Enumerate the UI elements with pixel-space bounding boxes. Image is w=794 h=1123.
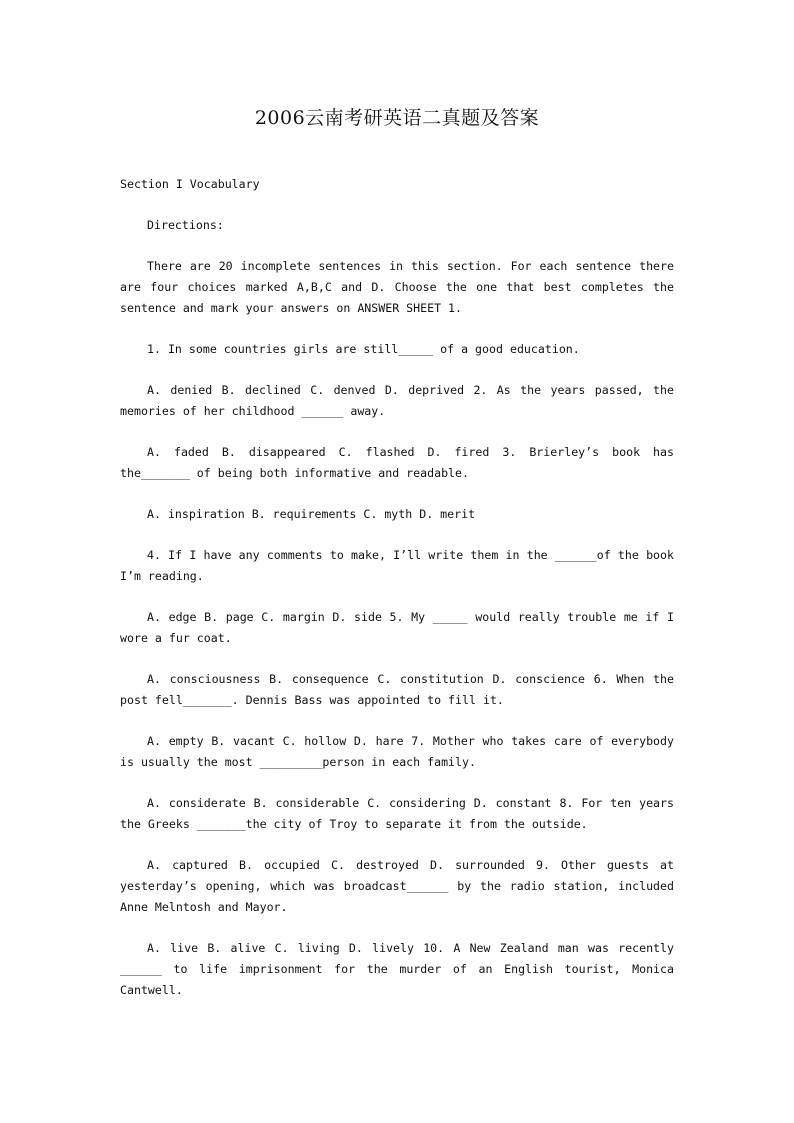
paragraph: A. consciousness B. consequence C. constitution D. conscience 6. When the post fell_______. Dennis Bass was appointed to fill it. <box>120 672 674 707</box>
paragraph: 4. If I have any comments to make, I’ll write them in the ______of the book I’m reading. <box>120 548 674 583</box>
section-heading: Section I Vocabulary <box>120 177 260 191</box>
directions-text: There are 20 incomplete sentences in this section. For each sentence there are four choices marked A,B,C and D. Choose the one that best completes the sentence and mark your answers on ANSWER SHEET 1. <box>120 259 674 315</box>
paragraph: A. considerate B. considerable C. considering D. constant 8. For ten years the Greeks _______the city of Troy to separate it from the outside. <box>120 796 674 831</box>
paragraph: A. live B. alive C. living D. lively 10. A New Zealand man was recently ______ to life imprisonment for the murder of an English tourist, Monica Cantwell. <box>120 941 674 997</box>
document-title: 2006云南考研英语二真题及答案 <box>254 107 540 129</box>
paragraph: A. empty B. vacant C. hollow D. hare 7. Mother who takes care of everybody is usually the most _________person in each family. <box>120 734 674 769</box>
paragraph: A. faded B. disappeared C. flashed D. fired 3. Brierley’s book has the_______ of being both informative and readable. <box>120 445 674 480</box>
paragraph: A. denied B. declined C. denved D. deprived 2. As the years passed, the memories of her childhood ______ away. <box>120 383 674 418</box>
paragraph: A. edge B. page C. margin D. side 5. My _____ would really trouble me if I wore a fur coat. <box>120 610 674 645</box>
paragraph: A. inspiration B. requirements C. myth D. merit <box>147 507 476 521</box>
paragraph: 1. In some countries girls are still_____ of a good education. <box>147 342 580 356</box>
document-page <box>120 104 674 1021</box>
paragraph: A. captured B. occupied C. destroyed D. surrounded 9. Other guests at yesterday’s opening, which was broadcast______ by the radio station, included Anne Melntosh and Mayor. <box>120 858 674 914</box>
directions-label: Directions: <box>147 218 224 232</box>
